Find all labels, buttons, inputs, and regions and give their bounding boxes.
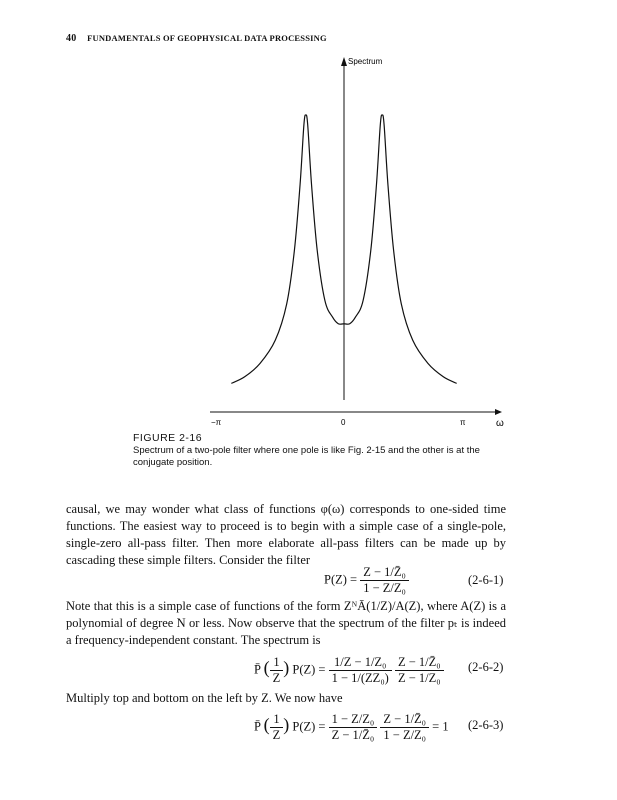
figure-caption-text: Spectrum of a two-pole filter where one pole is like Fig. 2-15 and the other is at the conjugate position. — [133, 445, 480, 468]
paragraph-3: Multiply top and bottom on the left by Z. We now have — [66, 691, 343, 705]
eq3-lhs-rest: P(Z) = — [292, 719, 326, 734]
eq2-denominator-1: 1 − 1/(ZZ₀) — [331, 671, 389, 685]
equation-2-6-1 — [324, 565, 409, 596]
eq2-arg-numerator: 1 — [270, 655, 284, 671]
x-axis-label-omega: ω — [496, 418, 504, 429]
eq3-denominator-1: Z − 1/Z̄₀ — [331, 728, 375, 742]
equation-number-2-6-2: (2-6-2) — [468, 660, 504, 674]
eq1-fraction — [360, 565, 409, 596]
eq3-arg-denominator: Z — [272, 728, 281, 742]
eq3-numerator-2: Z − 1/Z̄₀ — [380, 712, 429, 728]
eq2-arg-denominator: Z — [272, 671, 281, 685]
paragraph-1: causal, we may wonder what class of functions φ(ω) corresponds to one-sided time functions. The easiest way to proceed is to begin with a simple case of a single-pole, single-zero all-pass filter. Then more elaborate all-pass filters can be made up by cascading these simple filters. Consider the filter — [66, 502, 506, 567]
eq2-fraction-2 — [395, 655, 444, 686]
equation-number-2-6-3: (2-6-3) — [468, 718, 504, 732]
eq2-numerator-1: 1/Z − 1/Z₀ — [329, 655, 392, 671]
page-number: 40 — [66, 33, 77, 44]
running-title: FUNDAMENTALS OF GEOPHYSICAL DATA PROCESSING — [87, 33, 327, 43]
x-tick-label-pi: π — [460, 418, 466, 427]
x-tick-label-zero: 0 — [341, 418, 346, 427]
eq2-denominator-2: Z − 1/Z₀ — [397, 671, 441, 685]
figure-caption-title: FIGURE 2-16 — [133, 432, 203, 444]
x-axis-arrow — [495, 409, 502, 415]
eq2-lhs-rest: P(Z) = — [292, 662, 326, 677]
eq2-numerator-2: Z − 1/Z̄₀ — [395, 655, 444, 671]
y-axis-arrow — [341, 57, 347, 66]
eq3-lhs-bar: P̄ — [254, 719, 261, 734]
equation-number-2-6-1: (2-6-1) — [468, 573, 504, 587]
eq3-rhs: = 1 — [432, 719, 449, 734]
eq3-numerator-1: 1 − Z/Z₀ — [329, 712, 378, 728]
x-tick-label-minus-pi: −π — [211, 418, 222, 427]
y-axis-label: Spectrum — [348, 57, 383, 66]
paragraph-2: Note that this is a simple case of functions of the form ZᴺĀ(1/Z)/A(Z), where A(Z) is a polynomial of degree N or less. Now observe that the spectrum of the filter pₜ is indeed a frequency-independent constant. The spectrum is — [66, 599, 506, 647]
eq3-arg-numerator: 1 — [270, 712, 284, 728]
eq3-denominator-2: 1 − Z/Z₀ — [383, 728, 427, 742]
eq2-fraction-1 — [329, 655, 392, 686]
eq3-fraction-1 — [329, 712, 378, 743]
eq1-lhs: P(Z) = — [324, 572, 358, 587]
equation-2-6-2: P̄ ( $\frac{1}{Z}$ ) P(Z) = $\frac{\text{1/Z − 1/Z₀}}{\text{1 − 1/(ZZ₀)}}$ $\frac{\text{Z − 1/Z̄₀}}{\text{Z − 1/Z₀}}$ — [254, 655, 444, 686]
eq3-fraction-2 — [380, 712, 429, 743]
eq2-lhs-bar: P̄ — [254, 662, 261, 677]
eq1-numerator: Z − 1/Z̄₀ — [360, 565, 409, 581]
equation-2-6-3: P̄ ( $\frac{1}{Z}$ ) P(Z) = $\frac{\text{1 − Z/Z₀}}{\text{Z − 1/Z̄₀}}$ $\frac{\text{Z − 1/Z̄₀}}{\text{1 − Z/Z₀}}$ = 1 — [254, 712, 449, 742]
eq1-denominator: 1 − Z/Z₀ — [363, 581, 406, 595]
